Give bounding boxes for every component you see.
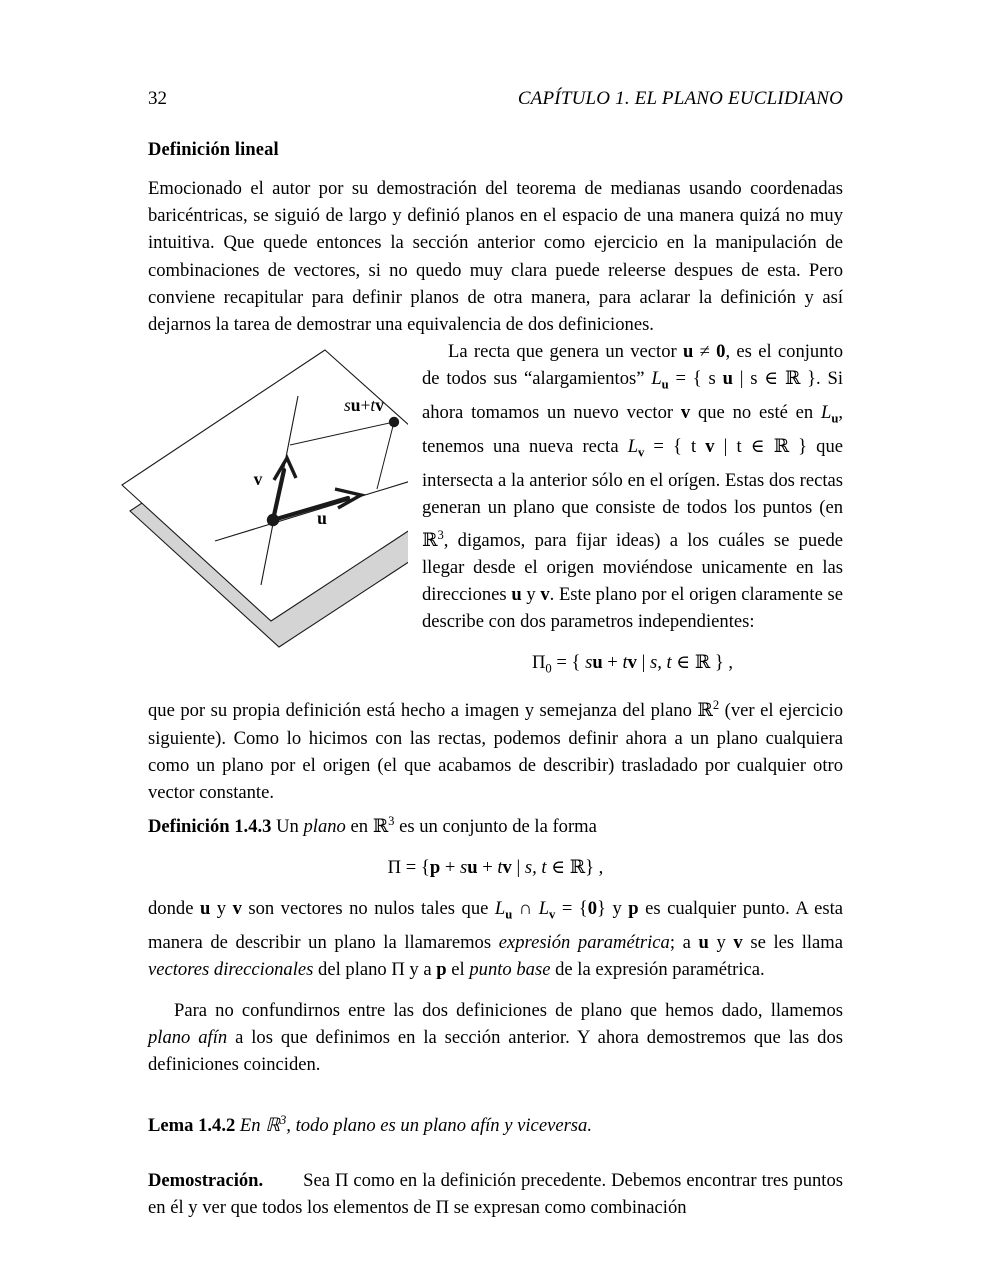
set-Lu-2: $L_u$	[820, 402, 839, 427]
paragraph-lemma-142: Lema 1.4.2 En ℝ$^3$, todo plano es un plano afín y viceversa.	[148, 1112, 592, 1136]
symbol-v: v	[680, 402, 691, 424]
p2-text-b: ≠	[693, 341, 717, 363]
running-head: CAPÍTULO 1. EL PLANO EUCLIDIANO	[517, 88, 843, 109]
symbol-zero: 0	[716, 341, 726, 363]
p2-text-d: = { s	[668, 368, 723, 390]
p2-text-i: | t ∈ ℝ } que intersecta a la anterior sólo en el orígen. Estas dos rectas generan un plano que consiste de todos los puntos (en ℝ	[422, 436, 843, 551]
exponent-2: 2	[712, 698, 720, 713]
figure-label-sum: su+tv	[343, 395, 385, 416]
origin-point	[267, 514, 279, 526]
display-equation-pi0: $\Pi_0$ = { su + tv | s, t ∈ ℝ } ,	[531, 651, 734, 676]
p2-text-c: , es el conjunto de todos sus “alargamientos”	[422, 341, 843, 390]
proof-body: Sea Π como en la definición precedente. Debemos encontrar tres puntos en él y ver que todos los elementos de Π se expresan como combinación	[148, 1170, 843, 1219]
p2-text-l: . Este plano por el origen claramente se describe con dos parametros independientes:	[422, 584, 844, 633]
p2-text-a: La recta que genera un vector	[448, 341, 683, 363]
p2-text-h: = { t	[644, 436, 706, 458]
paragraph-intro: Emocionado el autor por su demostración del teorema de medianas usando coordenadas baricéntricas, se siguió de largo y definió planos en el espacio de una manera quizá no muy intuitiva. Que quede entonces la sección anterior como ejercicio en la manipulación de combinaciones de vectores, si no quedo muy clara puede releerse despues de esta. Pero conviene recapitular para definir planos de otra manera, para aclarar la definición y así dejarnos la tarea de demostrar una equivalencia de dos definiciones.	[148, 178, 843, 336]
plane-figure	[90, 338, 408, 658]
paragraph-plano-afin: Para no confundirnos entre las dos definiciones de plano que hemos dado, llamemos plano afín a los que definimos en la sección anterior. Y ahora demostremos que las dos definiciones coinciden.	[148, 1000, 843, 1076]
section-title: Definición lineal	[148, 140, 279, 160]
exponent-3: 3	[437, 527, 444, 542]
symbol-u: u	[683, 341, 694, 363]
p2-text-k: y	[521, 584, 541, 606]
definition-label: Definición 1.4.3	[148, 816, 272, 838]
page-number: 32	[148, 88, 167, 109]
figure-label-u: u	[317, 508, 327, 529]
paragraph-line-definition: su+tv u v La recta que genera un vector u ≠ 0, es el conjunto de todos sus “alargamientos” $L_u$ = { s u | s ∈ ℝ }. Si ahora tomamos un nuevo vector v que no esté en $L_u$, tenemos una nueva recta $L_v$ = { t v | t ∈ ℝ } que intersecta a la anterior sólo en el orígen. Estas dos rectas generan un plano que consiste de todos los puntos (en ℝ$^3$, digamos, para fijar ideas) a los cuáles se puede llegar desde el origen moviéndose unicamente en las direcciones u y v. Este plano por el origen claramente se describe con dos parametros independientes:	[148, 338, 843, 635]
page-content-area	[148, 0, 843, 1280]
page-body	[148, 140, 843, 1221]
sum-point	[389, 417, 399, 427]
display-equation-pi: Π = {p + su + tv | s, t ∈ ℝ} ,	[387, 856, 604, 878]
paragraph-after-eq1: que por su propia definición está hecho a imagen y semejanza del plano ℝ$^2$ (ver el ejercicio siguiente). Como lo hicimos con las rectas, podemos definir ahora a un plano cualquiera como un plano por el origen (el que acabamos de describir) trasladado por cualquier otro vector constante.	[148, 698, 843, 804]
p2-text-f: que no esté en	[690, 402, 821, 424]
paragraph-proof	[148, 1167, 843, 1221]
lemma-label: Lema 1.4.2	[148, 1114, 236, 1136]
proof-label: Demostración.	[148, 1170, 264, 1192]
paragraph-definition-143: Definición 1.4.3 Un plano en ℝ$^3$ es un conjunto de la forma	[148, 814, 597, 838]
p2-text-g: , tenemos una nueva recta	[422, 402, 844, 458]
figure-label-v: v	[253, 469, 263, 490]
set-Lv: $L_v$	[627, 436, 645, 460]
p2-text-j: , digamos, para fijar ideas) a los cuáles se puede llegar desde el origen moviéndose unicamente en las direcciones	[422, 529, 843, 606]
figure-plane-container	[90, 338, 408, 658]
set-Lu: $L_u$	[651, 368, 669, 393]
p2-text-e: | s ∈ ℝ }. Si ahora tomamos un nuevo vector	[422, 368, 843, 424]
paragraph-parametric-expression: donde u y v son vectores no nulos tales que $L_u$ ∩ $L_v = \{0\}$ y p es cualquier punto. A esta manera de describir un plano la llamaremos expresión paramétrica; a u y v se les llama vectores direccionales del plano Π y a p el punto base de la expresión paramétrica.	[148, 897, 844, 980]
page-header	[148, 88, 843, 112]
